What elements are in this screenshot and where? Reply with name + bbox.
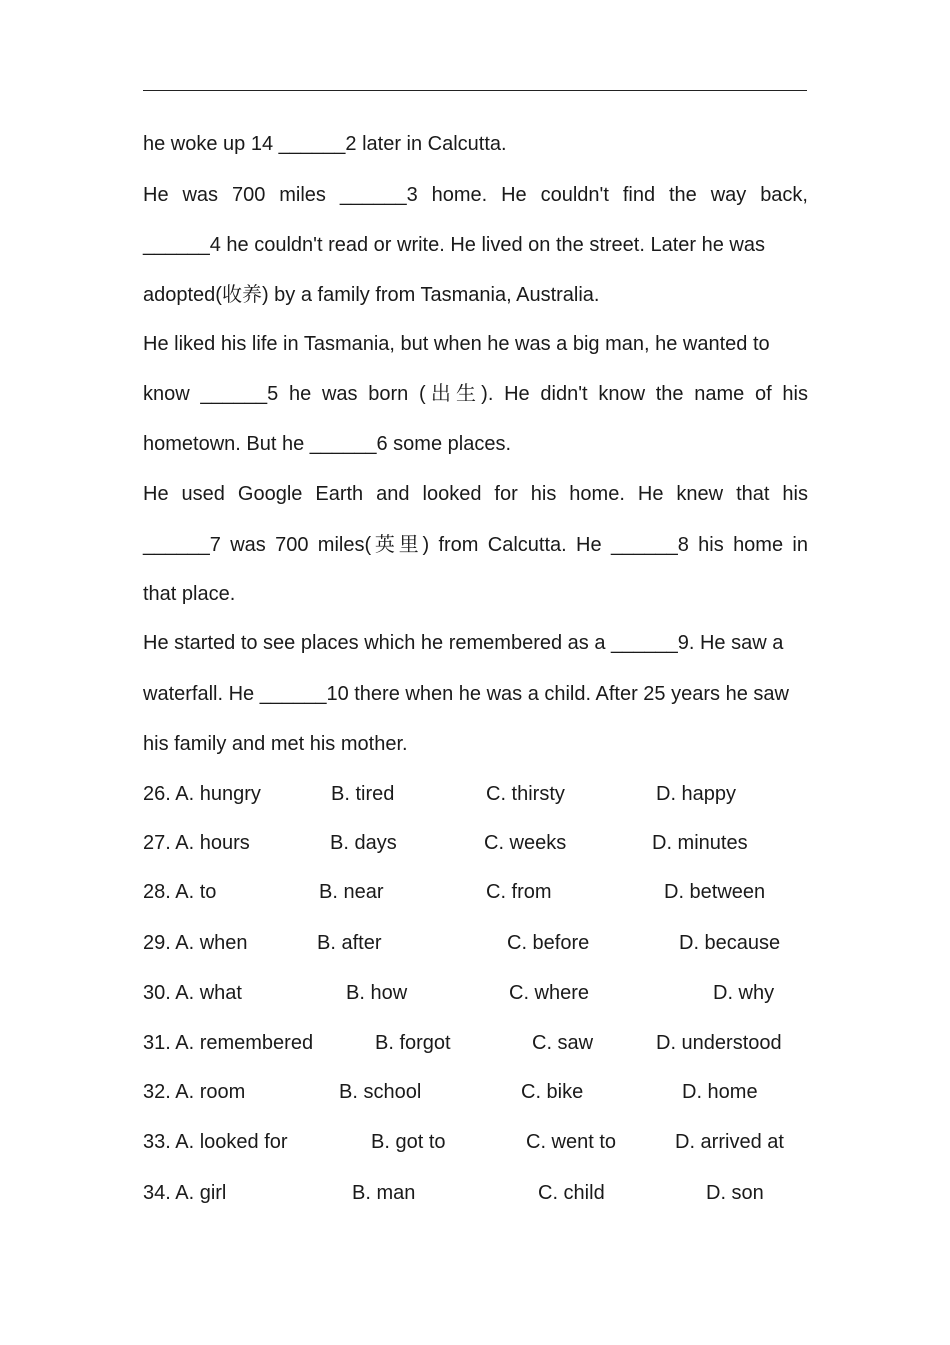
question-28-option-c: C. from: [486, 881, 552, 903]
passage-line: He was 700 miles ______3 home. He couldn't find the way back,: [143, 184, 808, 206]
question-28-option-d: D. between: [664, 881, 766, 903]
question-34-option-b: B. man: [352, 1182, 416, 1204]
question-31-option-b: B. forgot: [375, 1032, 451, 1054]
question-33-option-b: B. got to: [371, 1131, 446, 1153]
question-31-option-d: D. understood: [656, 1032, 782, 1054]
question-30-option-a: 30. A. what: [143, 982, 242, 1004]
question-26-option-d: D. happy: [656, 783, 737, 805]
question-27-option-a: 27. A. hours: [143, 832, 250, 854]
passage-line: He started to see places which he remembered as a ______9. He saw a: [143, 632, 784, 654]
question-28-option-b: B. near: [319, 881, 384, 903]
passage-line: that place.: [143, 583, 236, 605]
question-26-option-c: C. thirsty: [486, 783, 565, 805]
passage-line: hometown. But he ______6 some places.: [143, 433, 512, 455]
question-27-option-b: B. days: [330, 832, 397, 854]
question-34-option-d: D. son: [706, 1182, 764, 1204]
header-rule: [143, 90, 807, 91]
question-32-option-d: D. home: [682, 1081, 758, 1103]
question-30-option-c: C. where: [509, 982, 590, 1004]
passage-line: ______4 he couldn't read or write. He lived on the street. Later he was: [143, 234, 765, 256]
question-34-option-a: 34. A. girl: [143, 1182, 227, 1204]
passage-line: know ______5 he was born (出生). He didn't know the name of his: [143, 383, 808, 405]
question-31-option-a: 31. A. remembered: [143, 1032, 314, 1054]
question-28-option-a: 28. A. to: [143, 881, 217, 903]
question-29-option-d: D. because: [679, 932, 781, 954]
question-29-option-a: 29. A. when: [143, 932, 248, 954]
passage-line: adopted(收养) by a family from Tasmania, Australia.: [143, 284, 600, 306]
question-26-option-b: B. tired: [331, 783, 395, 805]
question-30-option-d: D. why: [713, 982, 775, 1004]
question-29-option-b: B. after: [317, 932, 382, 954]
passage-line: his family and met his mother.: [143, 733, 408, 755]
question-34-option-c: C. child: [538, 1182, 605, 1204]
question-32-option-c: C. bike: [521, 1081, 584, 1103]
passage-line: ______7 was 700 miles(英里) from Calcutta. He ______8 his home in: [143, 534, 808, 556]
passage-line: He used Google Earth and looked for his home. He knew that his: [143, 483, 808, 505]
question-33-option-d: D. arrived at: [675, 1131, 784, 1153]
question-27-option-d: D. minutes: [652, 832, 748, 854]
question-32-option-a: 32. A. room: [143, 1081, 246, 1103]
question-32-option-b: B. school: [339, 1081, 422, 1103]
question-33-option-a: 33. A. looked for: [143, 1131, 288, 1153]
question-30-option-b: B. how: [346, 982, 408, 1004]
question-31-option-c: C. saw: [532, 1032, 594, 1054]
passage-line: waterfall. He ______10 there when he was a child. After 25 years he saw: [143, 683, 789, 705]
question-29-option-c: C. before: [507, 932, 590, 954]
passage-line: he woke up 14 ______2 later in Calcutta.: [143, 133, 507, 155]
passage-line: He liked his life in Tasmania, but when he was a big man, he wanted to: [143, 333, 770, 355]
question-26-option-a: 26. A. hungry: [143, 783, 261, 805]
question-27-option-c: C. weeks: [484, 832, 567, 854]
question-33-option-c: C. went to: [526, 1131, 617, 1153]
